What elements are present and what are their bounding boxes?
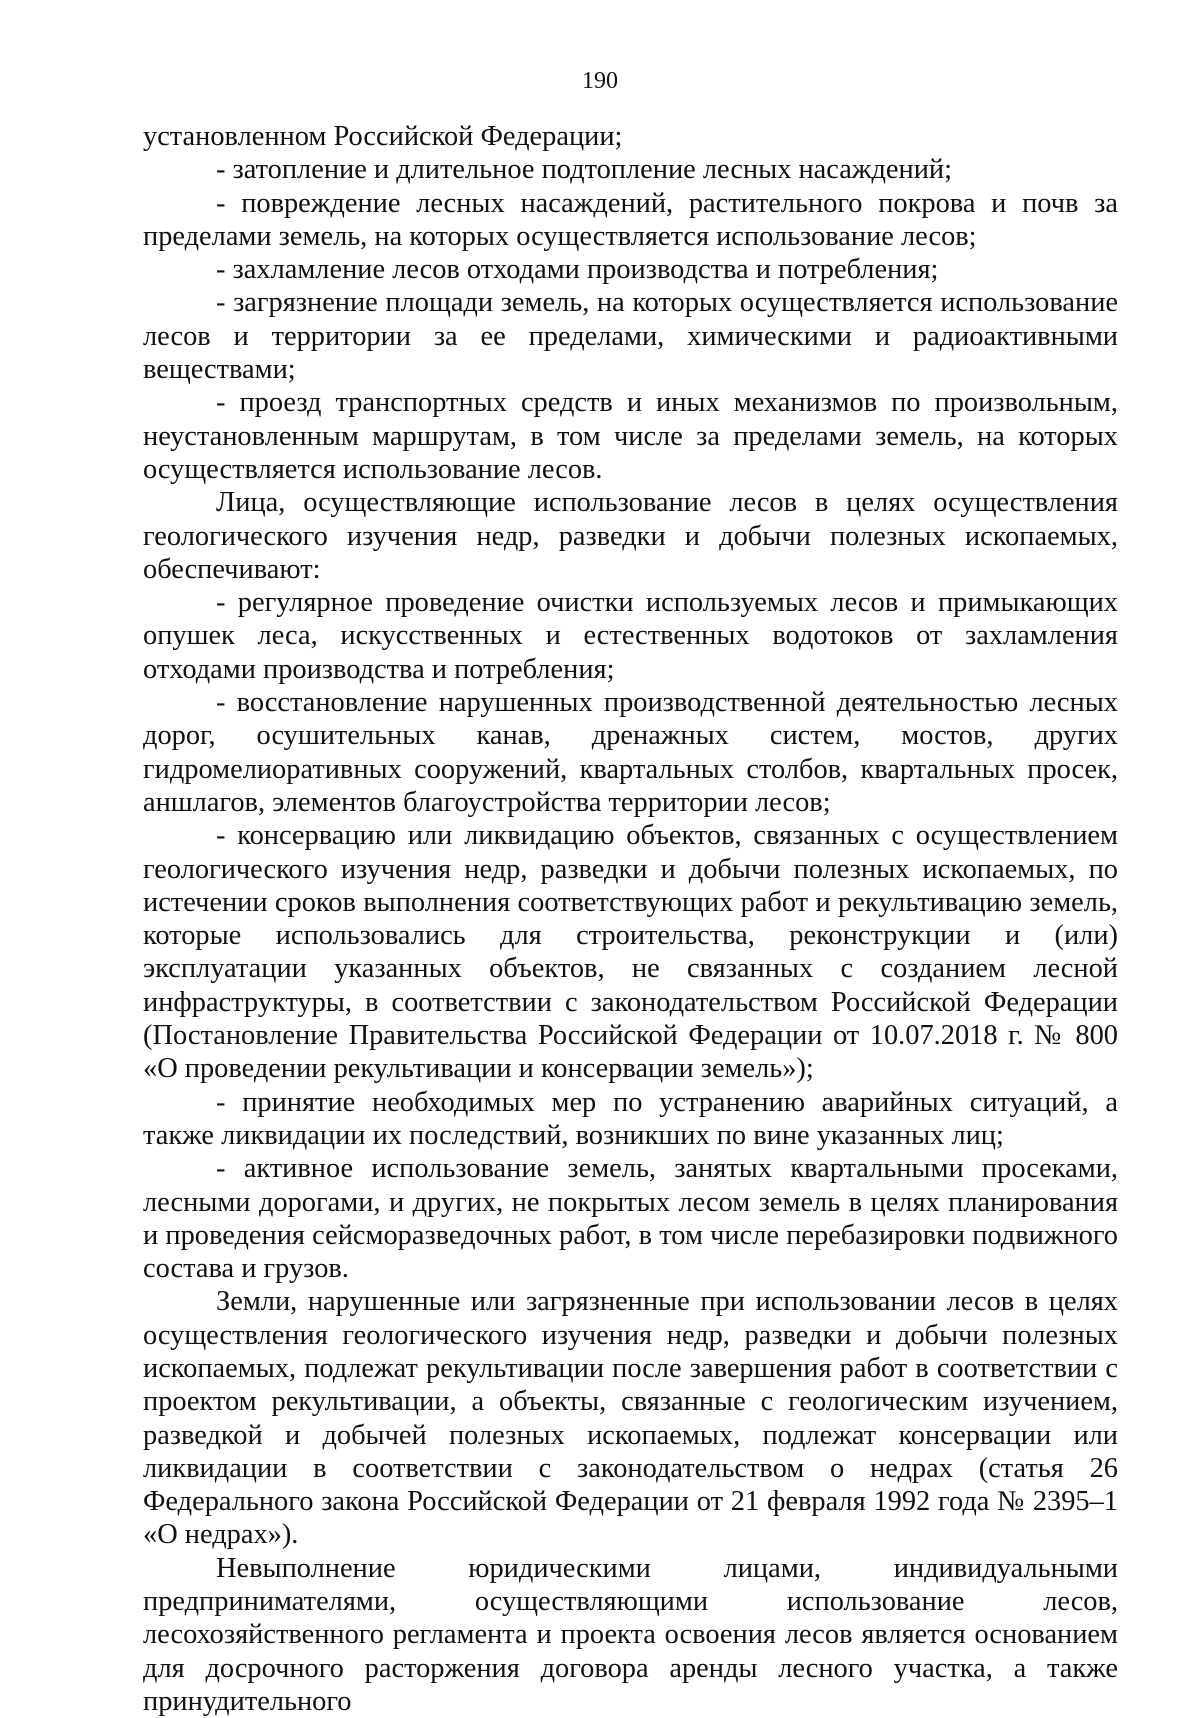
list-item-restoration: - восстановление нарушенных производственной деятельностью лесных дорог, осушительных канав, дренажных систем, мостов, других гидромелиоративных сооружений, квартальных столбов, квартальных просек, аншлагов, элементов благоустройства территории лесов; bbox=[143, 687, 1118, 818]
list-item-littering: - захламление лесов отходами производства и потребления; bbox=[216, 254, 939, 286]
list-item-flooding: - затопление и длительное подтопление лесных насаждений; bbox=[216, 154, 952, 186]
page-number: 190 bbox=[582, 68, 618, 94]
list-item-emergency: - принятие необходимых мер по устранению аварийных ситуаций, а также ликвидации их последствий, возникших по вине указанных лиц; bbox=[143, 1086, 1118, 1151]
list-item-pollution: - загрязнение площади земель, на которых осуществляется использование лесов и территории за ее пределами, химическими и радиоактивными веществами; bbox=[143, 287, 1118, 386]
paragraph-non-compliance: Невыполнение юридическими лицами, индивидуальными предпринимателями, осуществляющими использование лесов, лесохозяйственного регламента и проекта освоения лесов является основанием для досрочного расторжения договора аренды лесного участка, а также принудительного bbox=[143, 1552, 1118, 1717]
list-item-damage: - повреждение лесных насаждений, растительного покрова и почв за пределами земель, на которых осуществляется использование лесов; bbox=[143, 187, 1118, 252]
list-item-land-use: - активное использование земель, занятых квартальными просеками, лесными дорогами, и других, не покрытых лесом земель в целях планирования и проведения сейсморазведочных работ, в том числе перебазировки подвижного состава и грузов. bbox=[143, 1153, 1118, 1285]
paragraph-persons-ensure: Лица, осуществляющие использование лесов в целях осуществления геологического изучения недр, разведки и добычи полезных ископаемых, обеспечивают: bbox=[143, 487, 1118, 585]
list-item-cleaning: - регулярное проведение очистки используемых лесов и примыкающих опушек леса, искусственных и естественных водотоков от захламления отходами производства и потребления; bbox=[143, 587, 1118, 685]
paragraph-continuation: установленном Российской Федерации; bbox=[143, 121, 623, 152]
document-body bbox=[143, 120, 1118, 1718]
list-item-vehicle-passage: - проезд транспортных средств и иных механизмов по произвольным, неустановленным маршрутам, в том числе за пределами земель, на которых осуществляется использование лесов. bbox=[143, 387, 1118, 485]
list-item-conservation: - консервацию или ликвидацию объектов, связанных с осуществлением геологического изучения недр, разведки и добычи полезных ископаемых, по истечении сроков выполнения соответствующих работ и рекультивацию земель, которые использовались для строительства, реконструкции и (или) эксплуатации указанных объектов, не связанных с созданием лесной инфраструктуры, в соответствии с законодательством Российской Федерации (Постановление Правительства Российской Федерации от 10.07.2018 г. № 800 «О проведении рекультивации и консервации земель»); bbox=[143, 820, 1118, 1085]
paragraph-recultivation: Земли, нарушенные или загрязненные при использовании лесов в целях осуществления геологического изучения недр, разведки и добычи полезных ископаемых, подлежат рекультивации после завершения работ в соответствии с проектом рекультивации, а объекты, связанные с геологическим изучением, разведкой и добычей полезных ископаемых, подлежат консервации или ликвидации в соответствии с законодательством о недрах (статья 26 Федерального закона Российской Федерации от 21 февраля 1992 года № 2395–1 «О недрах»). bbox=[143, 1286, 1118, 1551]
